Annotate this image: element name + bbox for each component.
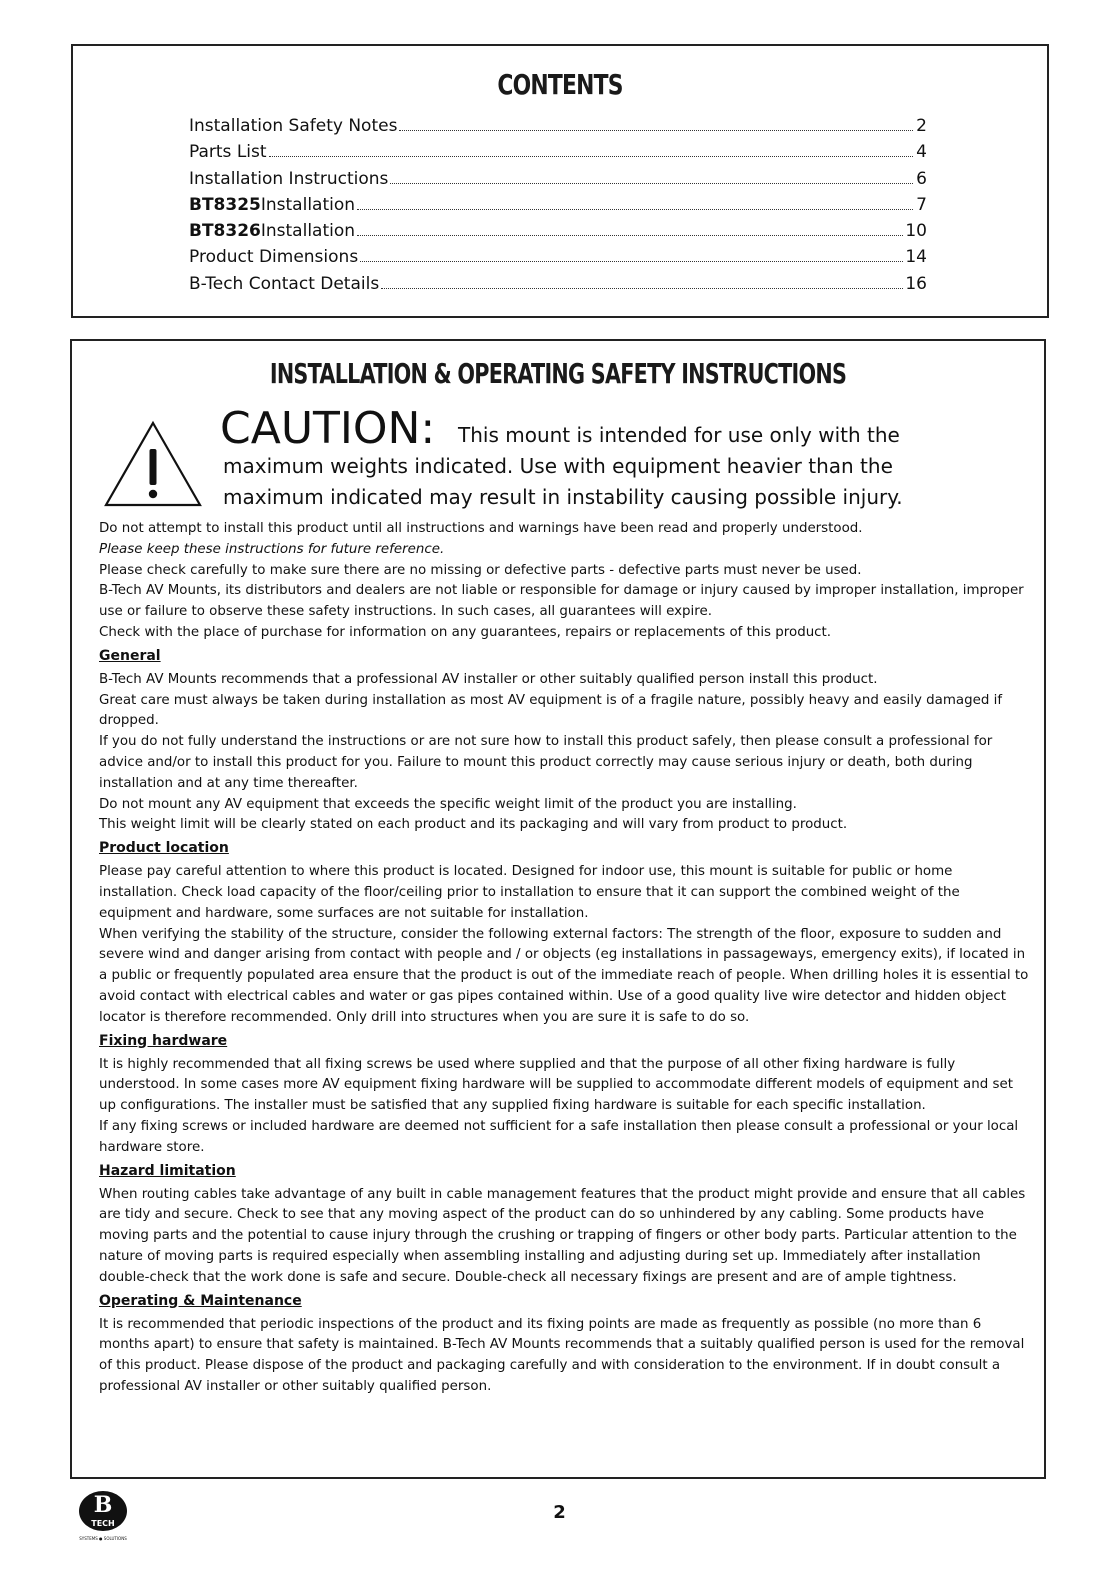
- safety-body: [99, 519, 1034, 1398]
- toc-item-label: Installation Safety Notes: [189, 116, 398, 136]
- toc-item[interactable]: [189, 116, 927, 142]
- toc-item[interactable]: [189, 221, 927, 247]
- location-paragraph: Please pay careful attention to where this product is located. Designed for indoor use, this mount is suitable for public or home installation. Check load capacity of the floor/ceiling prior to installation to ensure that it can support the combined weight of the equipment and hardware, some surfaces are not suitable for installation.: [99, 864, 960, 921]
- caution-text: maximum weights indicated. Use with equipment heavier than the: [223, 454, 893, 478]
- caution-text: maximum indicated may result in instability causing possible injury.: [223, 485, 903, 509]
- intro-paragraph: B-Tech AV Mounts, its distributors and dealers are not liable or responsible for damage or injury caused by improper installation, improper use or failure to observe these safety instructions. In such cases, all guarantees will expire.: [99, 583, 1024, 620]
- toc-item-label: Installation: [260, 221, 356, 242]
- toc-leader-dots: [390, 182, 913, 184]
- toc-page-number: 16: [905, 273, 927, 294]
- svg-text:B: B: [93, 1492, 113, 1518]
- toc-page-number: 2: [916, 116, 927, 136]
- section-heading-hazard-limitation: Hazard limitation: [99, 1162, 236, 1179]
- toc-item-model: BT8325: [189, 194, 261, 215]
- intro-paragraph: Check with the place of purchase for information on any guarantees, repairs or replacements of this product.: [99, 624, 832, 640]
- toc-page-number: 14: [905, 247, 927, 268]
- toc-item[interactable]: [189, 142, 927, 168]
- contents-box: [71, 44, 1049, 318]
- toc-leader-dots: [360, 260, 903, 262]
- section-heading-operating-maintenance: Operating & Maintenance: [99, 1292, 302, 1309]
- toc-page-number: 10: [905, 221, 927, 242]
- toc-item[interactable]: [189, 195, 927, 221]
- safety-instructions-box: [70, 339, 1046, 1479]
- toc-item[interactable]: [189, 169, 927, 195]
- general-paragraph: This weight limit will be clearly stated on each product and its packaging and will vary from product to product.: [99, 817, 848, 833]
- location-paragraph: When verifying the stability of the structure, consider the following external factors: The strength of the floor, exposure to sudden and severe wind and danger arising from contact with people and / or objects (eg installations in passageways, emergency exits), if located in a public or frequently populated area ensure that the product is out of the immediate reach of people. When drilling holes it is essential to avoid contact with electrical cables and water or gas pipes contained within. Use of a good quality live wire detector and hidden object locator is therefore recommended. Only drill into structures when you are sure it is safe to do so.: [99, 926, 1029, 1025]
- toc-list: [189, 116, 927, 300]
- svg-text:TECH: TECH: [91, 1519, 115, 1528]
- toc-item-label: Installation: [260, 194, 356, 215]
- toc-item-label: Installation Instructions: [189, 168, 389, 189]
- section-heading-product-location: Product location: [99, 840, 229, 857]
- fixing-paragraph: If any fixing screws or included hardware are deemed not sufficient for a safe installation then please consult a professional or your local hardware store.: [99, 1118, 1019, 1155]
- general-paragraph: Great care must always be taken during installation as most AV equipment is of a fragile nature, possibly heavy and easily damaged if dropped.: [99, 692, 1003, 729]
- caution-heading: CAUTION:: [220, 403, 436, 454]
- warning-triangle-icon: [102, 419, 204, 509]
- toc-leader-dots: [399, 129, 913, 131]
- toc-item[interactable]: [189, 247, 927, 273]
- toc-page-number: 4: [916, 142, 927, 163]
- toc-item-label: Parts List: [189, 142, 267, 163]
- general-paragraph: B-Tech AV Mounts recommends that a professional AV installer or other suitably qualified person install this product.: [99, 671, 878, 687]
- toc-item-label: B-Tech Contact Details: [189, 273, 380, 294]
- toc-item-label: Product Dimensions: [189, 247, 359, 268]
- toc-item[interactable]: [189, 274, 927, 300]
- general-paragraph: Do not mount any AV equipment that exceeds the specific weight limit of the product you are installing.: [99, 796, 797, 812]
- hazard-paragraph: When routing cables take advantage of any built in cable management features that the product might provide and ensure that all cables are tidy and secure. Check to see that any moving aspect of the product can do so unhindered by any cabling. Some products have moving parts and the potential to cause injury through the crushing or trapping of fingers or other body parts. Particular attention to the nature of moving parts is required especially when assembling installing and adjusting during set up. Immediately after installation double-check that the work done is safe and secure. Double-check all necessary fixings are present and are of ample tightness.: [99, 1186, 1026, 1285]
- toc-leader-dots: [381, 287, 903, 289]
- section-heading-general: General: [99, 647, 161, 664]
- svg-text:SYSTEMS ● SOLUTIONS: SYSTEMS ● SOLUTIONS: [79, 1536, 127, 1541]
- intro-paragraph: Please keep these instructions for future reference.: [99, 541, 445, 557]
- operating-paragraph: It is recommended that periodic inspections of the product and its fixing points are made as frequently as possible (no more than 6 months apart) to ensure that safety is maintained. B-Tech AV Mounts recommends that a suitably qualified person is used for the removal of this product. Please dispose of the product and packaging carefully and with consideration to the environment. If in doubt consult a professional AV installer or other suitably qualified person.: [99, 1316, 1025, 1394]
- toc-leader-dots: [357, 208, 913, 210]
- intro-paragraph: Please check carefully to make sure there are no missing or defective parts - defective parts must never be used.: [99, 562, 862, 578]
- toc-page-number: 7: [916, 194, 927, 215]
- toc-item-model: BT8326: [189, 221, 261, 242]
- caution-text: This mount is intended for use only with the: [458, 423, 900, 447]
- toc-leader-dots: [357, 234, 903, 236]
- section-heading-fixing-hardware: Fixing hardware: [99, 1032, 228, 1049]
- page-number: 2: [553, 1502, 566, 1523]
- toc-page-number: 6: [916, 168, 927, 189]
- fixing-paragraph: It is highly recommended that all fixing screws be used where supplied and that the purpose of all other fixing hardware is fully understood. In some cases more AV equipment fixing hardware will be supplied to accommodate different models of equipment and set up configurations. The installer must be satisfied that any supplied fixing hardware is suitable for each specific installation.: [99, 1056, 1013, 1114]
- toc-leader-dots: [269, 155, 913, 157]
- intro-paragraph: Do not attempt to install this product until all instructions and warnings have been read and properly understood.: [99, 521, 863, 536]
- contents-title: CONTENTS: [497, 68, 623, 101]
- general-paragraph: If you do not fully understand the instructions or are not sure how to install this product safely, then please consult a professional for advice and/or to install this product for you. Failure to mount this product correctly may cause serious injury or death, both during installation and at any time thereafter.: [99, 734, 993, 791]
- safety-title: INSTALLATION & OPERATING SAFETY INSTRUCTIONS: [269, 357, 847, 390]
